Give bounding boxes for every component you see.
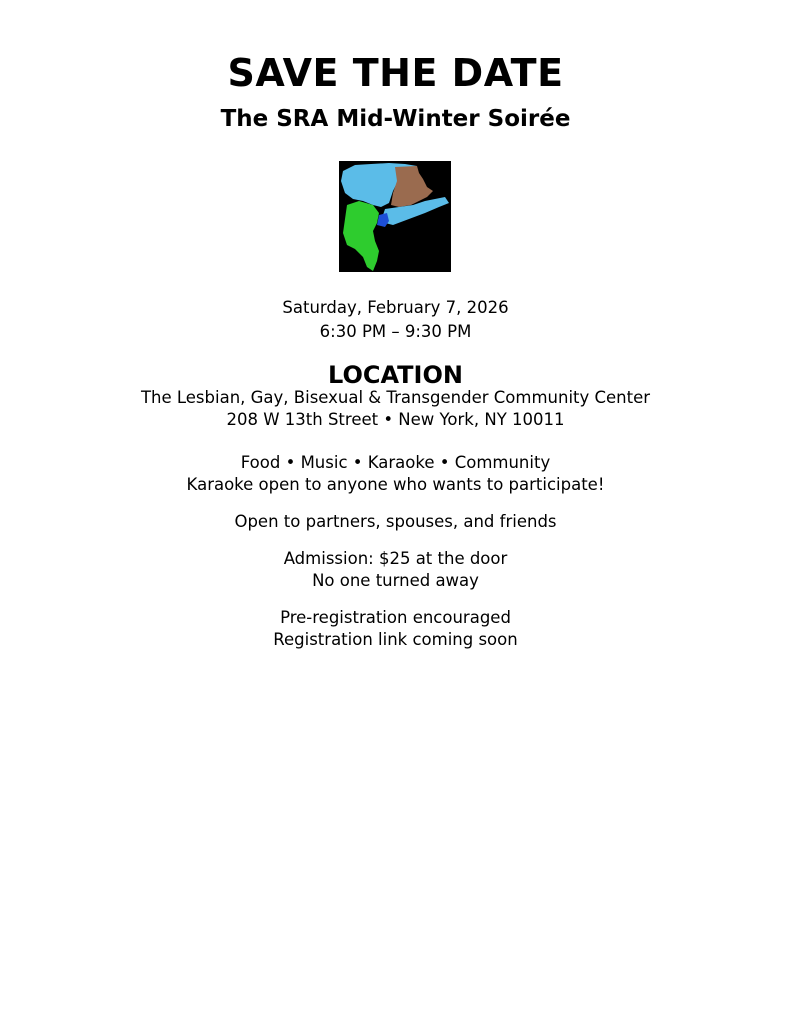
event-date: Saturday, February 7, 2026: [282, 298, 509, 317]
event-subtitle: The SRA Mid-Winter Soirée: [220, 106, 571, 132]
registration-link-note: Registration link coming soon: [273, 630, 518, 649]
guests-note: Open to partners, spouses, and friends: [234, 512, 557, 531]
preregistration-note: Pre-registration encouraged: [280, 608, 511, 627]
event-time: 6:30 PM – 9:30 PM: [319, 322, 472, 341]
venue-address: 208 W 13th Street • New York, NY 10011: [226, 410, 565, 429]
admission-price: Admission: $25 at the door: [283, 549, 508, 568]
location-heading: LOCATION: [328, 361, 463, 389]
activities-line: Food • Music • Karaoke • Community: [240, 453, 551, 472]
venue-name: The Lesbian, Gay, Bisexual & Transgender Community Center: [140, 388, 651, 407]
no-one-turned-away: No one turned away: [312, 571, 479, 590]
karaoke-note: Karaoke open to anyone who wants to participate!: [186, 475, 605, 494]
page-title: SAVE THE DATE: [227, 51, 564, 95]
regional-map-icon: [339, 161, 451, 272]
